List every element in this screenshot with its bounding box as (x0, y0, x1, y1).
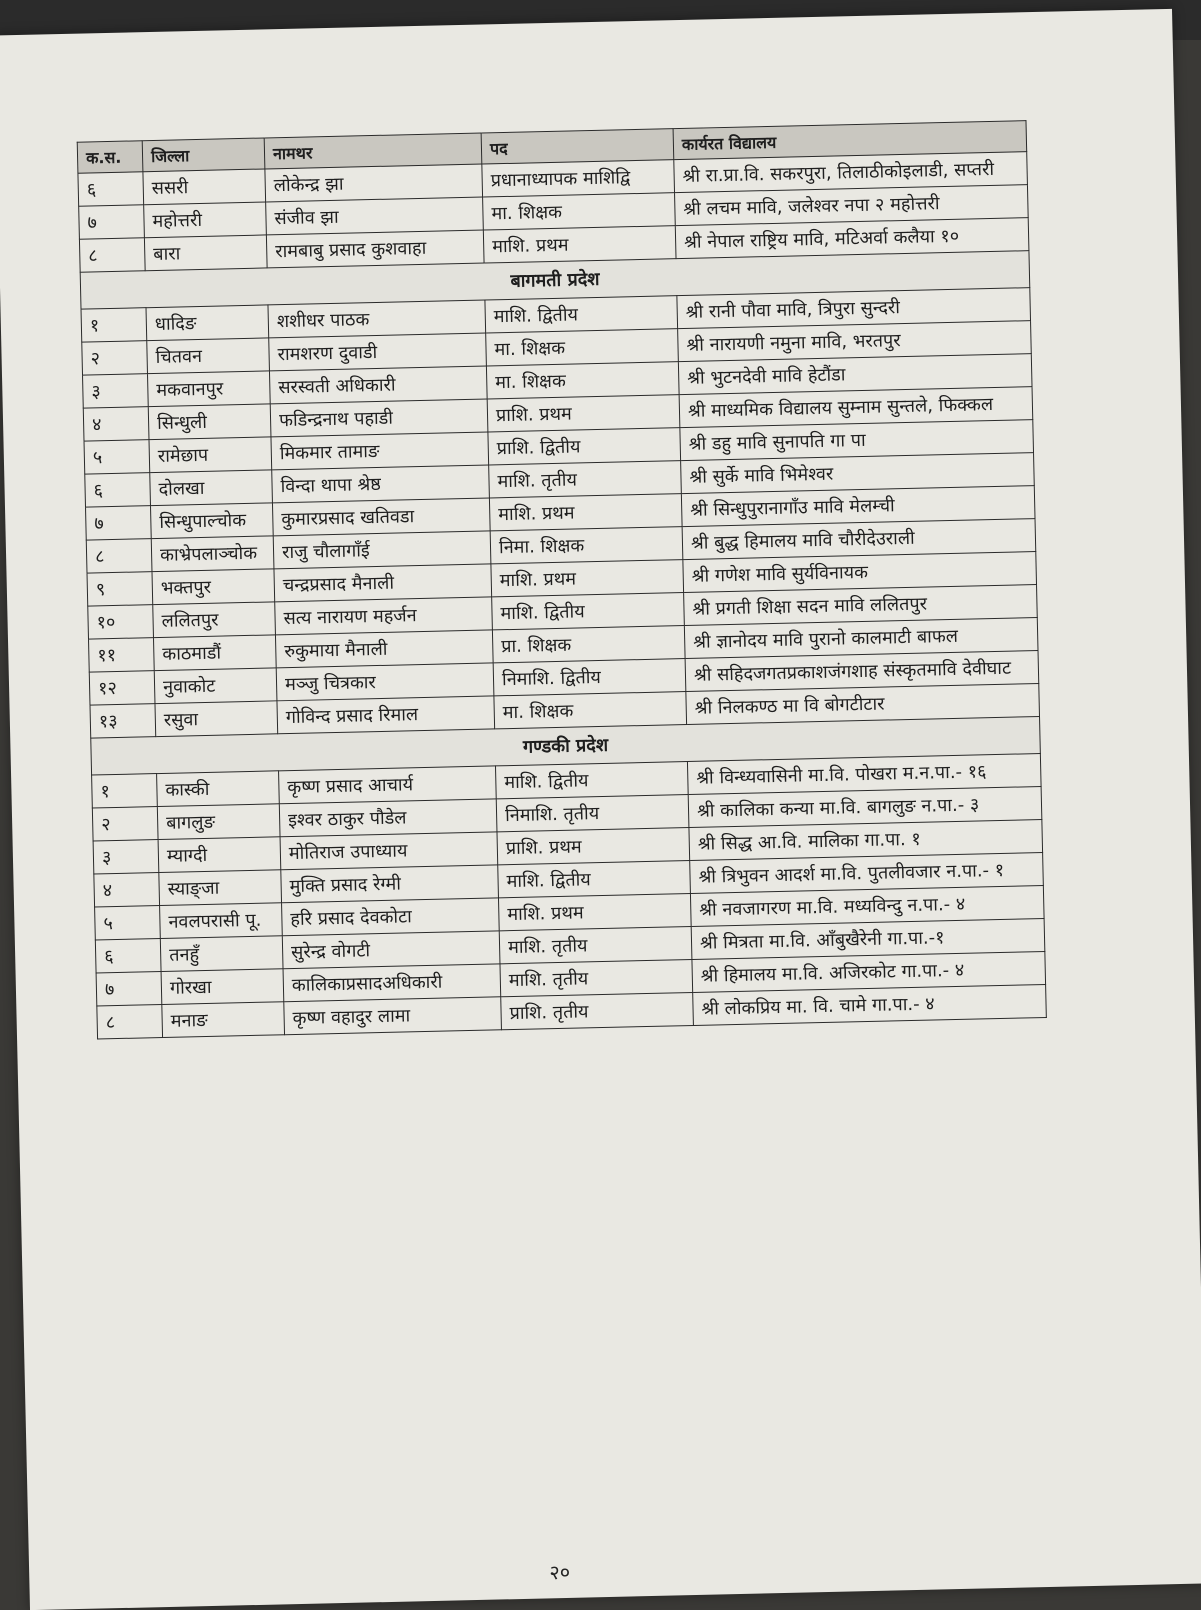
rows-bagmati (81, 288, 1039, 738)
cell-serial: ७ (96, 972, 162, 1006)
cell-school: श्री नवजागरण मा.वि. मध्यविन्दु न.पा.- ४ (690, 885, 1044, 926)
cell-serial: ६ (85, 473, 151, 507)
cell-district: ससरी (143, 169, 266, 205)
cell-post: माशि. तृतीय (500, 959, 693, 996)
cell-post: माशि. द्वितीय (485, 296, 678, 333)
cell-serial: १३ (90, 704, 156, 738)
cell-district: स्याङ्जा (159, 870, 282, 906)
cell-post: माशि. प्रथम (483, 226, 676, 263)
cell-serial: ६ (78, 172, 144, 206)
header-district: जिल्ला (142, 138, 265, 172)
cell-name: सरस्वती अधिकारी (269, 366, 487, 404)
cell-name: शशीधर पाठक (268, 300, 486, 338)
header-name: नामथर (264, 133, 482, 169)
cell-name: कालिकाप्रसादअधिकारी (283, 964, 501, 1002)
cell-serial: १ (92, 774, 158, 808)
cell-school: श्री मित्रता मा.वि. आँबुखैरेनी गा.पा.-१ (691, 918, 1045, 959)
cell-school: श्री कालिका कन्या मा.वि. बागलुङ न.पा.- ३ (688, 787, 1042, 828)
cell-name: रामबाबु प्रसाद कुशवाहा (266, 230, 484, 268)
cell-school: श्री बुद्ध हिमालय मावि चौरीदेउराली (682, 519, 1036, 560)
cell-name: गोविन्द प्रसाद रिमाल (277, 696, 495, 734)
cell-school: श्री त्रिभुवन आदर्श मा.वि. पुतलीवजार न.पा.- १ (690, 852, 1044, 893)
cell-district: काभ्रेपलाञ्चोक (151, 536, 274, 572)
cell-post: निमाशि. द्वितीय (493, 659, 686, 696)
cell-district: चितवन (147, 338, 270, 374)
cell-school: श्री सिन्धुपुरानागाँउ मावि मेलम्ची (681, 486, 1035, 527)
cell-name: मञ्जु चित्रकार (276, 663, 494, 701)
cell-school: श्री लचम मावि, जलेश्वर नपा २ महोत्तरी (675, 185, 1029, 226)
cell-name: मिकमार तामाङ (271, 432, 489, 470)
cell-school: श्री रानी पौवा मावि, त्रिपुरा सुन्दरी (677, 288, 1031, 329)
cell-post: मा. शिक्षक (486, 362, 679, 399)
cell-school: श्री भुटनदेवी मावि हेटौंडा (678, 354, 1032, 395)
cell-district: रामेछाप (149, 437, 272, 473)
cell-school: श्री ज्ञानोदय मावि पुरानो कालमाटी बाफल (684, 618, 1038, 659)
cell-serial: ८ (86, 539, 152, 573)
cell-post: प्रा. शिक्षक (492, 626, 685, 663)
cell-serial: ९ (87, 572, 153, 606)
cell-post: निमा. शिक्षक (490, 527, 683, 564)
cell-post: मा. शिक्षक (494, 692, 687, 729)
cell-school: श्री गणेश मावि सुर्यविनायक (683, 552, 1037, 593)
document-page (0, 9, 1201, 1610)
cell-district: भक्तपुर (152, 569, 275, 605)
cell-name: रुकुमाया मैनाली (275, 630, 493, 668)
cell-serial: ११ (89, 638, 155, 672)
cell-school: श्री नारायणी नमुना मावि, भरतपुर (678, 321, 1032, 362)
header-school: कार्यरत विद्यालय (673, 121, 1027, 160)
cell-school: श्री विन्ध्यवासिनी मा.वि. पोखरा म.न.पा.- १६ (687, 754, 1041, 795)
cell-district: बारा (144, 235, 267, 271)
cell-serial: ५ (95, 906, 161, 940)
cell-post: प्राशि. तृतीय (501, 992, 694, 1029)
cell-name: इश्वर ठाकुर पौडेल (279, 799, 497, 837)
cell-post: प्राशि. प्रथम (487, 395, 680, 432)
cell-post: माशि. तृतीय (499, 926, 692, 963)
cell-school: श्री सहिदजगतप्रकाशजंगशाह संस्कृतमावि देवीघाट (685, 651, 1039, 692)
cell-district: सिन्धुली (148, 404, 271, 440)
cell-post: प्राशि. द्वितीय (488, 428, 681, 465)
cell-school: श्री लोकप्रिय मा. वि. चामे गा.पा.- ४ (693, 984, 1047, 1025)
cell-serial: २ (82, 341, 148, 375)
cell-district: नुवाकोट (154, 668, 277, 704)
cell-name: संजीव झा (266, 197, 484, 235)
cell-serial: ६ (95, 939, 161, 973)
cell-serial: ५ (84, 440, 150, 474)
cell-serial: ४ (94, 873, 160, 907)
cell-serial: ३ (83, 374, 149, 408)
cell-serial: १ (81, 308, 147, 342)
cell-name: विन्दा थापा श्रेष्ठ (272, 465, 490, 503)
cell-name: फडिन्द्रनाथ पहाडी (270, 399, 488, 437)
cell-serial: ८ (97, 1005, 163, 1039)
cell-school: श्री माध्यमिक विद्यालय सुम्नाम सुन्तले, फिक्कल (679, 387, 1033, 428)
cell-serial: ३ (93, 840, 159, 874)
cell-name: कृष्ण प्रसाद आचार्य (279, 766, 497, 804)
cell-district: ललितपुर (153, 602, 276, 638)
cell-name: हरि प्रसाद देवकोटा (282, 898, 500, 936)
cell-serial: ८ (79, 238, 145, 272)
cell-name: लोकेन्द्र झा (265, 164, 483, 202)
header-sn: क.स. (77, 141, 143, 173)
cell-school: श्री डहु मावि सुनापति गा पा (680, 420, 1034, 461)
section-title-bagmati: बागमती प्रदेश (80, 251, 1030, 310)
cell-post: मा. शिक्षक (483, 193, 676, 230)
cell-name: मोतिराज उपाध्याय (280, 832, 498, 870)
cell-school: श्री सुर्के मावि भिमेश्वर (681, 453, 1035, 494)
cell-serial: १२ (89, 671, 155, 705)
cell-district: मनाङ (162, 1002, 285, 1038)
page-number: २० (549, 1559, 571, 1585)
cell-post: माशि. प्रथम (489, 494, 682, 531)
cell-post: माशि. प्रथम (498, 893, 691, 930)
cell-school: श्री सिद्ध आ.वि. मालिका गा.पा. १ (689, 820, 1043, 861)
cell-name: कुमारप्रसाद खतिवडा (272, 498, 490, 536)
cell-post: माशि. प्रथम (491, 560, 684, 597)
cell-name: चन्द्रप्रसाद मैनाली (274, 564, 492, 602)
cell-district: धादिङ (146, 305, 269, 341)
cell-district: काठमाडौं (153, 635, 276, 671)
cell-district: दोलखा (150, 470, 273, 506)
cell-serial: ७ (79, 205, 145, 239)
cell-post: प्रधानाध्यापक माशिद्वि (482, 160, 675, 197)
cell-district: गोरखा (161, 969, 284, 1005)
cell-school: श्री नेपाल राष्ट्रिय मावि, मटिअर्वा कलैया १० (675, 218, 1029, 259)
teacher-roster-table (77, 120, 1047, 1039)
cell-district: म्याग्दी (158, 837, 281, 873)
cell-name: सुरेन्द्र वोगटी (282, 931, 500, 969)
cell-name: कृष्ण वहादुर लामा (284, 997, 502, 1035)
cell-district: तनहुँ (160, 936, 283, 972)
cell-serial: ७ (86, 506, 152, 540)
cell-district: महोत्तरी (144, 202, 267, 238)
cell-name: रामशरण दुवाडी (269, 333, 487, 371)
cell-post: निमाशि. तृतीय (496, 795, 689, 832)
cell-name: मुक्ति प्रसाद रेग्मी (281, 865, 499, 903)
cell-school: श्री रा.प्रा.वि. सकरपुरा, तिलाठीकोइलाडी, सप्तरी (674, 152, 1028, 193)
cell-district: नवलपरासी पू. (160, 903, 283, 939)
cell-school: श्री निलकण्ठ मा वि बोगटीटार (686, 684, 1040, 725)
cell-district: कास्की (157, 771, 280, 807)
cell-post: माशि. तृतीय (489, 461, 682, 498)
cell-serial: १० (88, 605, 154, 639)
cell-post: माशि. द्वितीय (498, 861, 691, 898)
rows-gandaki (92, 754, 1047, 1039)
cell-serial: २ (92, 807, 158, 841)
header-post: पद (481, 129, 674, 164)
cell-district: सिन्धुपाल्चोक (150, 503, 273, 539)
cell-school: श्री प्रगती शिक्षा सदन मावि ललितपुर (684, 585, 1038, 626)
cell-post: माशि. द्वितीय (495, 762, 688, 799)
cell-post: प्राशि. प्रथम (497, 828, 690, 865)
cell-school: श्री हिमालय मा.वि. अजिरकोट गा.पा.- ४ (692, 951, 1046, 992)
section-title-gandaki: गण्डकी प्रदेश (91, 717, 1041, 776)
cell-serial: ४ (83, 407, 149, 441)
cell-post: मा. शिक्षक (486, 329, 679, 366)
cell-name: सत्य नारायण महर्जन (275, 597, 493, 635)
cell-district: रसुवा (155, 701, 278, 737)
cell-post: माशि. द्वितीय (492, 593, 685, 630)
cell-district: मकवानपुर (147, 371, 270, 407)
cell-name: राजु चौलागाँई (273, 531, 491, 569)
cell-district: बागलुङ (157, 804, 280, 840)
